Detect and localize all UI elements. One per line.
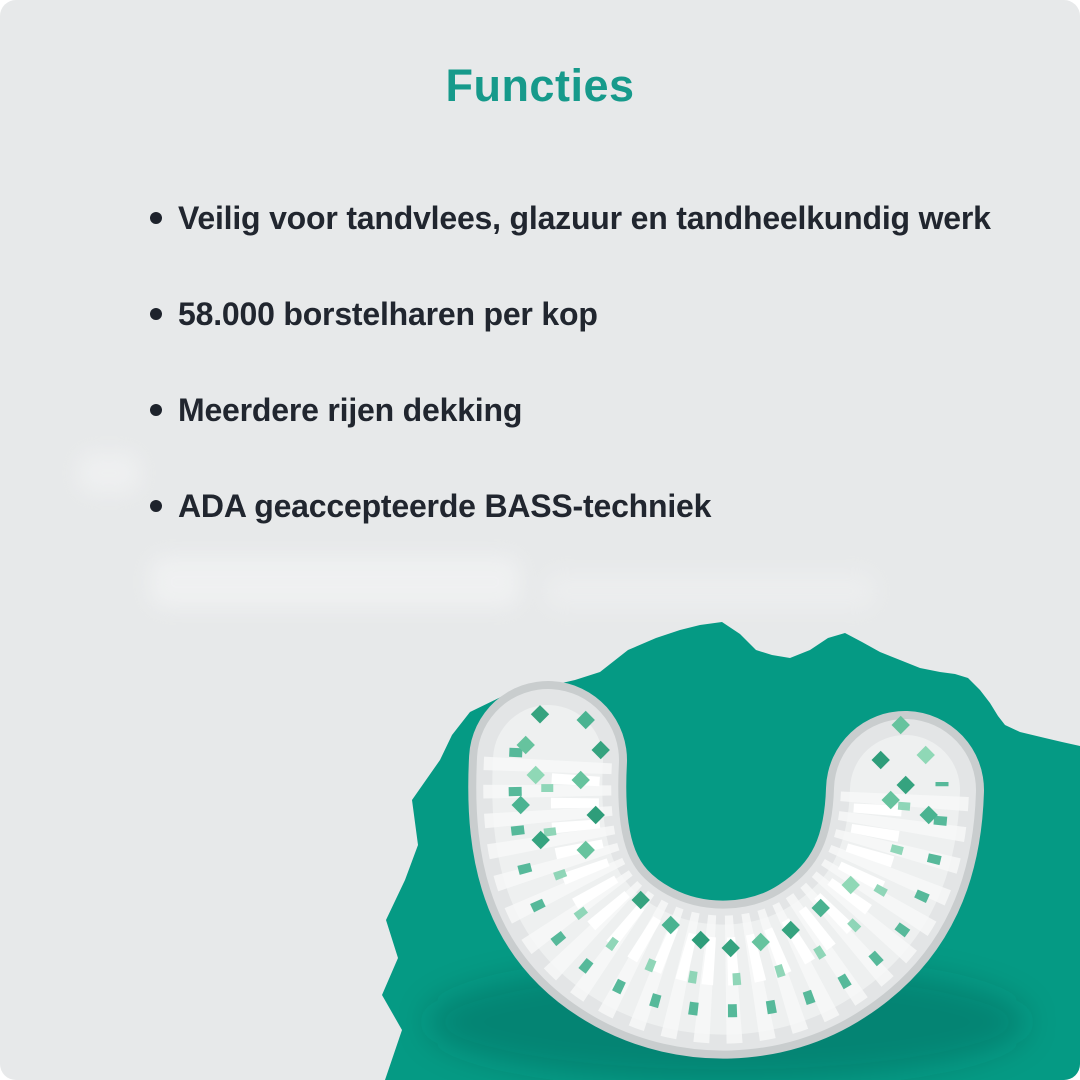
feature-text: Veilig voor tandvlees, glazuur en tandheelkundig werk	[178, 199, 991, 236]
bullet-dot	[150, 404, 162, 416]
bullet-dot	[150, 500, 162, 512]
faint-watermark	[150, 556, 520, 608]
bullet-dot	[150, 308, 162, 320]
feature-text: 58.000 borstelharen per kop	[178, 295, 598, 332]
faint-watermark	[545, 572, 875, 610]
feature-item	[150, 282, 1040, 346]
feature-text: ADA geaccepteerde BASS-techniek	[178, 487, 712, 524]
feature-item	[150, 378, 1040, 442]
page-title: Functies	[445, 60, 635, 111]
bullet-dot	[150, 212, 162, 224]
feature-item	[150, 186, 1040, 250]
feature-list	[150, 186, 1040, 538]
feature-item	[150, 474, 1040, 538]
faint-watermark	[78, 452, 140, 494]
product-illustration	[0, 610, 1080, 1080]
feature-text: Meerdere rijen dekking	[178, 391, 523, 428]
